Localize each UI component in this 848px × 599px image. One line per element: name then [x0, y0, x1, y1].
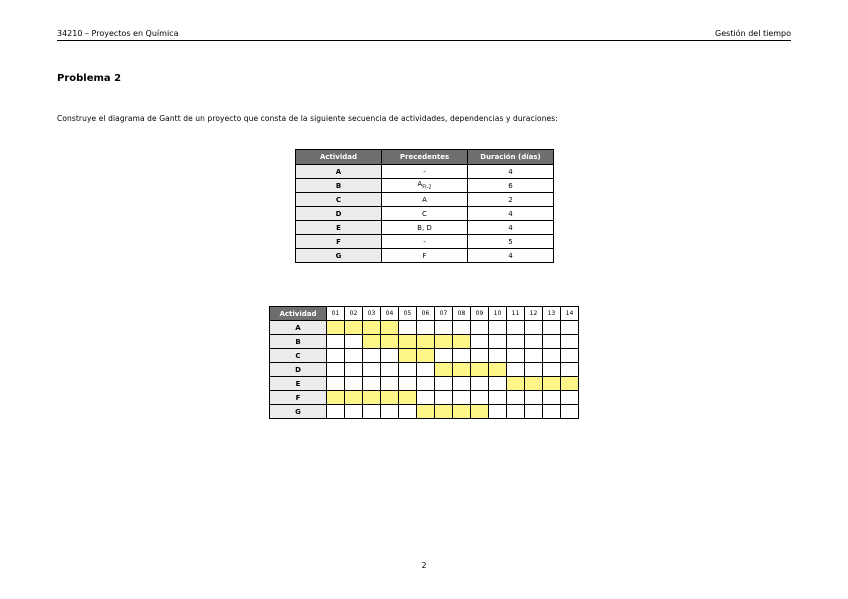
gantt-activity-cell: B: [270, 335, 327, 349]
gantt-bar-cell: [417, 335, 435, 349]
gantt-bar-cell: [345, 321, 363, 335]
gantt-activity-cell: A: [270, 321, 327, 335]
gantt-empty-cell: [543, 405, 561, 419]
gantt-empty-cell: [525, 335, 543, 349]
gantt-empty-cell: [525, 405, 543, 419]
gantt-empty-cell: [345, 363, 363, 377]
precedents-text: B, D: [417, 223, 432, 232]
gantt-empty-cell: [561, 363, 579, 377]
gantt-empty-cell: [381, 377, 399, 391]
gantt-activity-cell: F: [270, 391, 327, 405]
gantt-row: [270, 349, 579, 363]
table-row: [296, 235, 554, 249]
gantt-bar-cell: [363, 321, 381, 335]
gantt-empty-cell: [327, 335, 345, 349]
col-header-activity: Actividad: [296, 150, 382, 165]
gantt-empty-cell: [363, 349, 381, 363]
day-header: 05: [399, 307, 417, 321]
col-header-precedents: Precedentes: [382, 150, 468, 165]
gantt-row: [270, 405, 579, 419]
gantt-empty-cell: [507, 391, 525, 405]
gantt-empty-cell: [399, 363, 417, 377]
page-number: 2: [421, 561, 427, 570]
gantt-bar-cell: [417, 405, 435, 419]
gantt-empty-cell: [453, 377, 471, 391]
duration-cell: 4: [468, 165, 554, 179]
table-row: [296, 165, 554, 179]
gantt-bar-cell: [399, 349, 417, 363]
gantt-empty-cell: [489, 391, 507, 405]
gantt-empty-cell: [507, 335, 525, 349]
gantt-empty-cell: [561, 391, 579, 405]
activity-cell: D: [296, 207, 382, 221]
precedents-text: A: [417, 180, 423, 189]
activity-cell: F: [296, 235, 382, 249]
gantt-empty-cell: [381, 349, 399, 363]
gantt-empty-cell: [507, 321, 525, 335]
day-header: 12: [525, 307, 543, 321]
gantt-empty-cell: [327, 349, 345, 363]
gantt-row: [270, 391, 579, 405]
day-header: 14: [561, 307, 579, 321]
gantt-bar-cell: [453, 405, 471, 419]
section-title: Gestión del tiempo: [715, 29, 791, 38]
gantt-empty-cell: [435, 391, 453, 405]
gantt-empty-cell: [435, 349, 453, 363]
gantt-table: [269, 306, 579, 419]
precedents-cell: [382, 193, 468, 207]
gantt-empty-cell: [363, 377, 381, 391]
problem-statement: Construye el diagrama de Gantt de un proyecto que consta de la siguiente secuencia de actividades, dependencias y duraciones:: [57, 114, 558, 123]
day-header: 04: [381, 307, 399, 321]
gantt-empty-cell: [507, 405, 525, 419]
gantt-row: [270, 377, 579, 391]
activity-cell: A: [296, 165, 382, 179]
gantt-empty-cell: [327, 363, 345, 377]
day-header: 02: [345, 307, 363, 321]
gantt-empty-cell: [507, 349, 525, 363]
gantt-empty-cell: [345, 335, 363, 349]
gantt-bar-cell: [471, 363, 489, 377]
table-row: [296, 249, 554, 263]
gantt-bar-cell: [471, 405, 489, 419]
day-header: 08: [453, 307, 471, 321]
gantt-empty-cell: [543, 349, 561, 363]
precedents-cell: [382, 207, 468, 221]
day-header: 13: [543, 307, 561, 321]
gantt-empty-cell: [543, 391, 561, 405]
gantt-empty-cell: [525, 349, 543, 363]
gantt-bar-cell: [399, 391, 417, 405]
gantt-row: [270, 363, 579, 377]
day-header: 07: [435, 307, 453, 321]
gantt-empty-cell: [399, 405, 417, 419]
gantt-bar-cell: [399, 335, 417, 349]
gantt-empty-cell: [543, 335, 561, 349]
course-title: 34210 – Proyectos en Química: [57, 29, 179, 38]
precedents-text: -: [423, 167, 426, 176]
duration-cell: 2: [468, 193, 554, 207]
gantt-empty-cell: [561, 405, 579, 419]
day-header: 11: [507, 307, 525, 321]
duration-cell: 4: [468, 249, 554, 263]
gantt-empty-cell: [489, 335, 507, 349]
gantt-empty-cell: [453, 391, 471, 405]
precedents-text: -: [423, 237, 426, 246]
gantt-bar-cell: [381, 391, 399, 405]
day-header: 01: [327, 307, 345, 321]
gantt-empty-cell: [507, 363, 525, 377]
activity-table: [295, 149, 554, 263]
activity-table-header: [296, 150, 554, 165]
gantt-bar-cell: [345, 391, 363, 405]
day-header: 03: [363, 307, 381, 321]
gantt-empty-cell: [399, 377, 417, 391]
gantt-empty-cell: [417, 321, 435, 335]
gantt-bar-cell: [327, 321, 345, 335]
gantt-empty-cell: [345, 377, 363, 391]
gantt-empty-cell: [489, 349, 507, 363]
precedents-cell: [382, 221, 468, 235]
duration-cell: 6: [468, 179, 554, 193]
gantt-empty-cell: [489, 405, 507, 419]
gantt-empty-cell: [417, 377, 435, 391]
gantt-bar-cell: [435, 335, 453, 349]
gantt-bar-cell: [327, 391, 345, 405]
gantt-bar-cell: [507, 377, 525, 391]
day-header: 10: [489, 307, 507, 321]
duration-cell: 4: [468, 221, 554, 235]
gantt-bar-cell: [525, 377, 543, 391]
gantt-empty-cell: [381, 405, 399, 419]
gantt-bar-cell: [417, 349, 435, 363]
precedents-text: A: [422, 195, 427, 204]
gantt-bar-cell: [381, 335, 399, 349]
gantt-bar-cell: [453, 335, 471, 349]
gantt-bar-cell: [435, 363, 453, 377]
day-header: 06: [417, 307, 435, 321]
gantt-empty-cell: [417, 363, 435, 377]
gantt-header-row: [270, 307, 579, 321]
gantt-row: [270, 321, 579, 335]
gantt-empty-cell: [489, 377, 507, 391]
gantt-bar-cell: [543, 377, 561, 391]
activity-cell: C: [296, 193, 382, 207]
gantt-empty-cell: [561, 335, 579, 349]
precedents-text: F: [422, 251, 427, 260]
gantt-empty-cell: [417, 391, 435, 405]
table-row: [296, 193, 554, 207]
duration-cell: 4: [468, 207, 554, 221]
gantt-activity-cell: C: [270, 349, 327, 363]
table-row: [296, 207, 554, 221]
gantt-empty-cell: [525, 391, 543, 405]
gantt-chart: [269, 306, 579, 426]
gantt-empty-cell: [471, 377, 489, 391]
gantt-empty-cell: [471, 321, 489, 335]
gantt-empty-cell: [543, 363, 561, 377]
page-header: [57, 29, 791, 41]
precedents-cell: [382, 179, 468, 193]
gantt-bar-cell: [489, 363, 507, 377]
gantt-activity-cell: E: [270, 377, 327, 391]
gantt-empty-cell: [471, 335, 489, 349]
gantt-bar-cell: [561, 377, 579, 391]
gantt-empty-cell: [363, 363, 381, 377]
gantt-bar-cell: [453, 363, 471, 377]
gantt-empty-cell: [471, 391, 489, 405]
table-row: [296, 221, 554, 235]
col-header-duration: Duración (días): [468, 150, 554, 165]
gantt-activity-cell: D: [270, 363, 327, 377]
gantt-bar-cell: [363, 391, 381, 405]
gantt-empty-cell: [345, 349, 363, 363]
precedents-cell: [382, 165, 468, 179]
gantt-empty-cell: [561, 349, 579, 363]
gantt-empty-cell: [327, 405, 345, 419]
precedents-cell: [382, 249, 468, 263]
duration-cell: 5: [468, 235, 554, 249]
gantt-empty-cell: [363, 405, 381, 419]
gantt-bar-cell: [435, 405, 453, 419]
gantt-empty-cell: [399, 321, 417, 335]
problem-title: Problema 2: [57, 73, 122, 84]
gantt-row: [270, 335, 579, 349]
gantt-empty-cell: [435, 377, 453, 391]
activity-cell: E: [296, 221, 382, 235]
precedents-text: C: [422, 209, 427, 218]
day-header: 09: [471, 307, 489, 321]
gantt-empty-cell: [453, 349, 471, 363]
gantt-bar-cell: [381, 321, 399, 335]
gantt-header-activity: Actividad: [270, 307, 327, 321]
gantt-empty-cell: [435, 321, 453, 335]
gantt-empty-cell: [471, 349, 489, 363]
table-row: [296, 179, 554, 193]
gantt-empty-cell: [525, 363, 543, 377]
gantt-activity-cell: G: [270, 405, 327, 419]
gantt-empty-cell: [327, 377, 345, 391]
precedents-cell: [382, 235, 468, 249]
precedents-relation: FI-2: [422, 184, 432, 191]
gantt-empty-cell: [489, 321, 507, 335]
activity-cell: B: [296, 179, 382, 193]
gantt-empty-cell: [525, 321, 543, 335]
gantt-empty-cell: [345, 405, 363, 419]
gantt-bar-cell: [363, 335, 381, 349]
gantt-empty-cell: [381, 363, 399, 377]
activity-cell: G: [296, 249, 382, 263]
gantt-empty-cell: [561, 321, 579, 335]
gantt-empty-cell: [543, 321, 561, 335]
gantt-empty-cell: [453, 321, 471, 335]
